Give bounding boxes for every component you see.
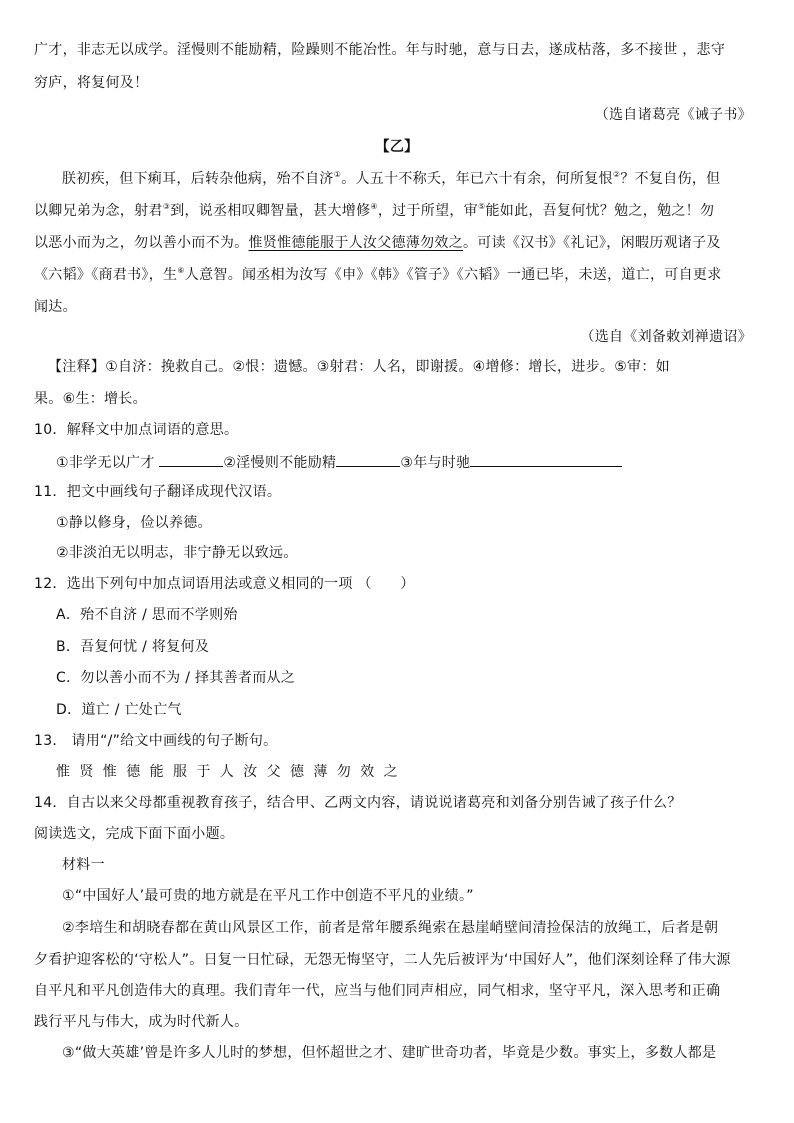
material-paragraph-2-line-4: 践行平凡与伟大，成为时代新人。 [34, 1014, 249, 1030]
jia-text-line-1: 广才，非志无以成学。淫慢则不能励精，险躁则不能冶性。年与时驰，意与日去，遂成枯落，多不接世 ，悲守 [34, 42, 726, 58]
notes-line-1: 【注释】①自济：挽救自己。②恨：遗憾。③射君：人名，即谢援。④增修：增长，进步。⑤审：如 [48, 359, 670, 375]
yi-text-line-5: 闻达。 [34, 299, 77, 315]
jia-text-line-2: 穷庐，将复何及！ [34, 75, 149, 91]
q10-stem: 10．解释文中加点词语的意思。 [34, 422, 239, 438]
yi-text-line-1: 朕初疾，但下痢耳，后转杂他病，殆不自济①。人五十不称夭，年已六十有余，何所复恨②？不复自伤，但 [62, 170, 721, 187]
q12-option-c: C．勿以善小而不为 / 择其善者而从之 [56, 670, 296, 686]
jia-source: （选自诸葛亮《诫子书》 [594, 107, 752, 123]
answer-blank-1[interactable] [159, 451, 223, 467]
material-paragraph-2-line-2: 夕看护迎客松的‘守松人”。日复一日忙碌，无怨无悔坚守，二人先后被评为‘中国好人”，他们深刻诠释了伟大源 [34, 952, 731, 968]
q10-items: ①非学无以广才 ②淫慢则不能励精 ③年与时驰 [56, 451, 782, 473]
material-paragraph-1: ①“中国好人’最可贵的地方就是在平凡工作中创造不平凡的业绩。” [62, 888, 474, 904]
notes-line-2: 果。⑥生：增长。 [34, 391, 147, 407]
q13-stem: 13． 请用“/”给文中画线的句子断句。 [34, 733, 278, 749]
underlined-sentence: 惟贤惟德能服于人汝父德薄勿效之 [248, 235, 463, 251]
q12-option-b: B．吾复何忧 / 将复何及 [56, 639, 210, 655]
q11-stem: 11．把文中画线句子翻译成现代汉语。 [34, 484, 282, 500]
q13-sentence: 惟贤惟德能服于人汝父德薄勿效之 [56, 764, 407, 780]
q14-stem: 14．自古以来父母都重视教育孩子，结合甲、乙两文内容，请说说诸葛亮和刘备分别告诫了孩子什么？ [34, 795, 682, 811]
yi-heading: 【乙】 [375, 139, 419, 155]
q11-item-1: ①静以修身，俭以养德。 [56, 515, 212, 531]
yi-source: （选自《刘备敕刘禅遗诏》 [580, 329, 752, 345]
material-paragraph-2-line-1: ②李培生和胡晓春都在黄山风景区工作，前者是常年腰系绳索在悬崖峭壁间清捡保洁的放绳工，后者是朝 [62, 920, 719, 936]
yi-text-line-2: 以卿兄弟为念，射君③到，说丞相叹卿智量，甚大增修④，过于所望，审⑤能如此，吾复何忧？勉之，勉之！勿 [34, 202, 715, 219]
material-1-heading: 材料一 [62, 857, 105, 873]
material-paragraph-3-line-1: ③“做大英雄’曾是许多人儿时的梦想，但怀超世之才、建旷世奇功者，毕竟是少数。事实上，多数人都是 [62, 1045, 717, 1061]
material-paragraph-2-line-3: 自平凡和平凡创造伟大的真理。我们青年一代，应当与他们同声相应，同气相求，坚守平凡，深入思考和正确 [34, 983, 721, 999]
yi-text-line-3: 以恶小而为之，勿以善小而不为。惟贤惟德能服于人汝父德薄勿效之。可读《汉书》《礼记》，闲暇历观诸子及 [34, 235, 721, 251]
q12-stem: 12．选出下列句中加点词语用法或意义相同的一项 （ ） [34, 576, 415, 592]
q12-option-d: D．道亡 / 亡处亡气 [56, 702, 182, 718]
yi-text-line-4: 《六韬》《商君书》，生⑥人意智。闻丞相为汝写《申》《韩》《管子》《六韬》一通已毕，未送，道亡，可自更求 [34, 266, 722, 283]
answer-blank-3[interactable] [470, 451, 622, 467]
reading-intro: 阅读选文，完成下面下面小题。 [34, 826, 235, 842]
answer-blank-2[interactable] [336, 451, 400, 467]
q11-item-2: ②非淡泊无以明志，非宁静无以致远。 [56, 545, 298, 561]
q12-option-a: A．殆不自济 / 思而不学则殆 [56, 607, 238, 623]
